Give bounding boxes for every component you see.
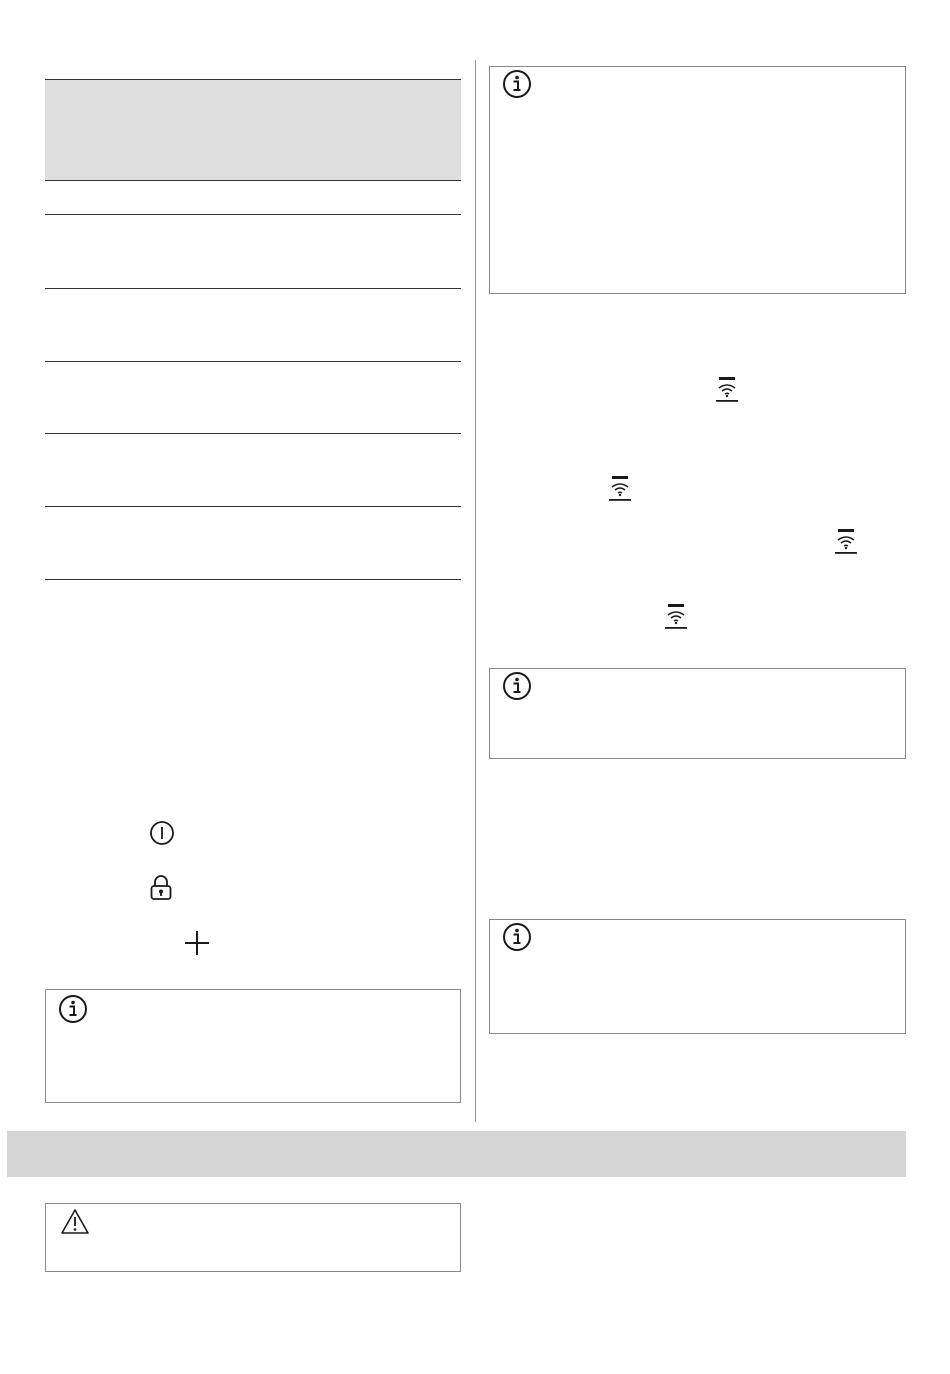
table-rule [45,288,461,289]
power-icon [149,820,175,846]
lock-icon [149,874,173,902]
table-rule [45,361,461,362]
info-box [489,919,906,1034]
hob-to-hood-icon [664,604,688,630]
table-rule [45,579,461,580]
info-icon [58,994,88,1024]
table-rule [45,433,461,434]
table-header [45,79,461,180]
info-icon [502,671,532,701]
info-box [489,66,906,294]
warning-box [45,1203,461,1272]
section-band [7,1131,906,1177]
hob-to-hood-icon [715,377,739,403]
info-box [489,668,906,759]
table-rule [45,214,461,215]
info-box [45,989,461,1103]
hob-to-hood-icon [834,529,858,555]
warning-icon [60,1208,90,1236]
table-rule [45,506,461,507]
plus-icon [182,928,212,958]
table-rule [45,180,461,181]
column-divider [475,60,476,1122]
info-icon [502,69,532,99]
hob-to-hood-icon [608,476,632,502]
info-icon [502,922,532,952]
